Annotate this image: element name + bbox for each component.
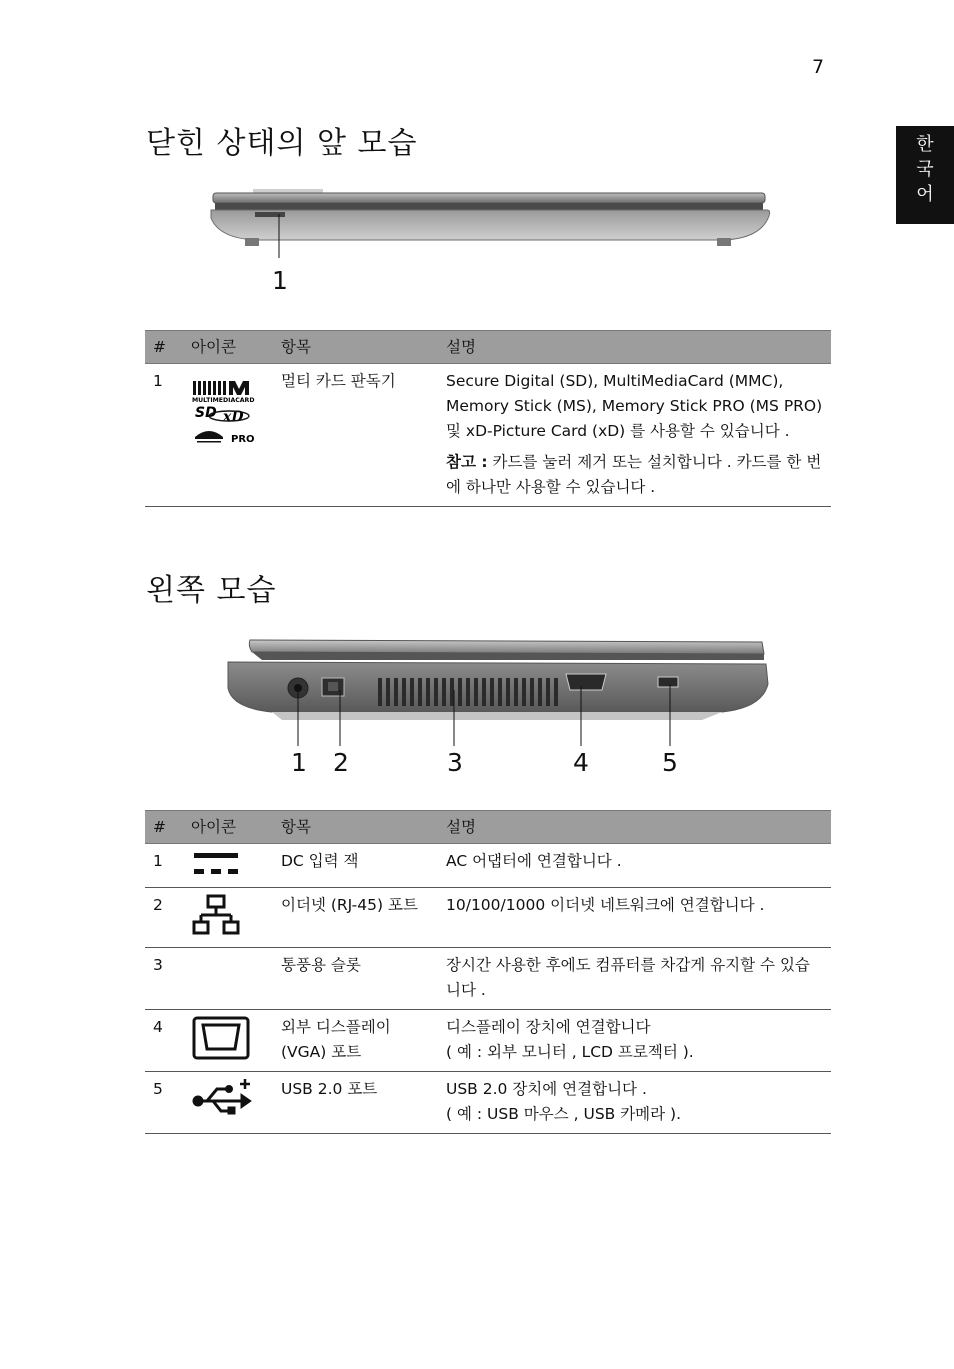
row-num: 3 <box>145 948 183 1010</box>
row-num: 1 <box>145 844 183 888</box>
row-desc: Secure Digital (SD), MultiMediaCard (MMC), Memory Stick (MS), Memory Stick PRO (MS PRO) 및 xD-Picture Card (xD) 를 사용할 수 있습니다 . <box>446 372 823 440</box>
note-label: 참고 : <box>446 453 488 471</box>
front-callout-1: 1 <box>272 266 288 295</box>
row-num: 4 <box>145 1010 183 1072</box>
row-desc: 장시간 사용한 후에도 컴퓨터를 차갑게 유지할 수 있습니다 . <box>438 948 831 1010</box>
svg-text:SD: SD <box>195 405 217 421</box>
header-desc: 설명 <box>438 811 831 844</box>
language-tab <box>896 126 954 224</box>
language-tab-char: 국 <box>916 159 934 180</box>
left-callout-1: 1 <box>291 748 307 777</box>
row-icon-empty <box>183 948 273 1010</box>
header-icon: 아이콘 <box>183 811 273 844</box>
table-row <box>145 948 831 1010</box>
note-text: 카드를 눌러 제거 또는 설치합니다 . 카드를 한 번에 하나만 사용할 수 있습니다 . <box>446 453 822 496</box>
table-header-row <box>145 331 831 364</box>
row-item: USB 2.0 포트 <box>273 1072 438 1134</box>
table-row <box>145 1072 831 1134</box>
svg-text:MULTIMEDIACARD: MULTIMEDIACARD <box>192 397 255 404</box>
front-spec-table <box>145 330 831 507</box>
row-num: 2 <box>145 888 183 948</box>
table-row <box>145 364 831 507</box>
row-item: 이더넷 (RJ-45) 포트 <box>273 888 438 948</box>
header-item: 항목 <box>273 331 438 364</box>
header-num: # <box>145 811 183 844</box>
laptop-front-illustration <box>205 186 775 258</box>
laptop-left-illustration <box>222 634 772 746</box>
left-view-title: 왼쪽 모습 <box>146 573 277 608</box>
table-row <box>145 1010 831 1072</box>
row-item: 외부 디스플레이 (VGA) 포트 <box>273 1010 438 1072</box>
row-note <box>446 450 823 500</box>
table-header-row <box>145 811 831 844</box>
row-desc: USB 2.0 장치에 연결합니다 . <box>446 1080 647 1098</box>
usb-icon <box>191 1077 253 1117</box>
left-callout-4: 4 <box>573 748 589 777</box>
row-item: 통풍용 슬롯 <box>273 948 438 1010</box>
row-desc: 디스플레이 장치에 연결합니다 <box>446 1018 651 1036</box>
row-desc-example: ( 예 : USB 마우스 , USB 카메라 ). <box>446 1105 682 1123</box>
left-callout-5: 5 <box>662 748 678 777</box>
ethernet-icon <box>191 893 241 937</box>
header-desc: 설명 <box>438 331 831 364</box>
header-item: 항목 <box>273 811 438 844</box>
row-desc-example: ( 예 : 외부 모니터 , LCD 프로젝터 ). <box>446 1043 694 1061</box>
front-view-title: 닫힌 상태의 앞 모습 <box>146 126 418 161</box>
row-num: 5 <box>145 1072 183 1134</box>
language-tab-char: 어 <box>916 184 934 205</box>
card-reader-logos-icon <box>191 369 257 447</box>
table-row <box>145 844 831 888</box>
left-callout-3: 3 <box>447 748 463 777</box>
svg-text:PRO: PRO <box>231 434 255 445</box>
header-icon: 아이콘 <box>183 331 273 364</box>
row-item: 멀티 카드 판독기 <box>273 364 438 507</box>
dc-power-icon <box>191 849 241 879</box>
table-row <box>145 888 831 948</box>
left-callout-2: 2 <box>333 748 349 777</box>
header-num: # <box>145 331 183 364</box>
page-number: 7 <box>812 56 825 78</box>
left-spec-table <box>145 810 831 1134</box>
row-desc: AC 어댑터에 연결합니다 . <box>438 844 831 888</box>
row-num: 1 <box>145 364 183 507</box>
svg-text:xD: xD <box>223 409 244 425</box>
vga-display-icon <box>191 1015 251 1061</box>
row-item: DC 입력 잭 <box>273 844 438 888</box>
row-desc: 10/100/1000 이더넷 네트워크에 연결합니다 . <box>438 888 831 948</box>
language-tab-char: 한 <box>916 134 934 155</box>
